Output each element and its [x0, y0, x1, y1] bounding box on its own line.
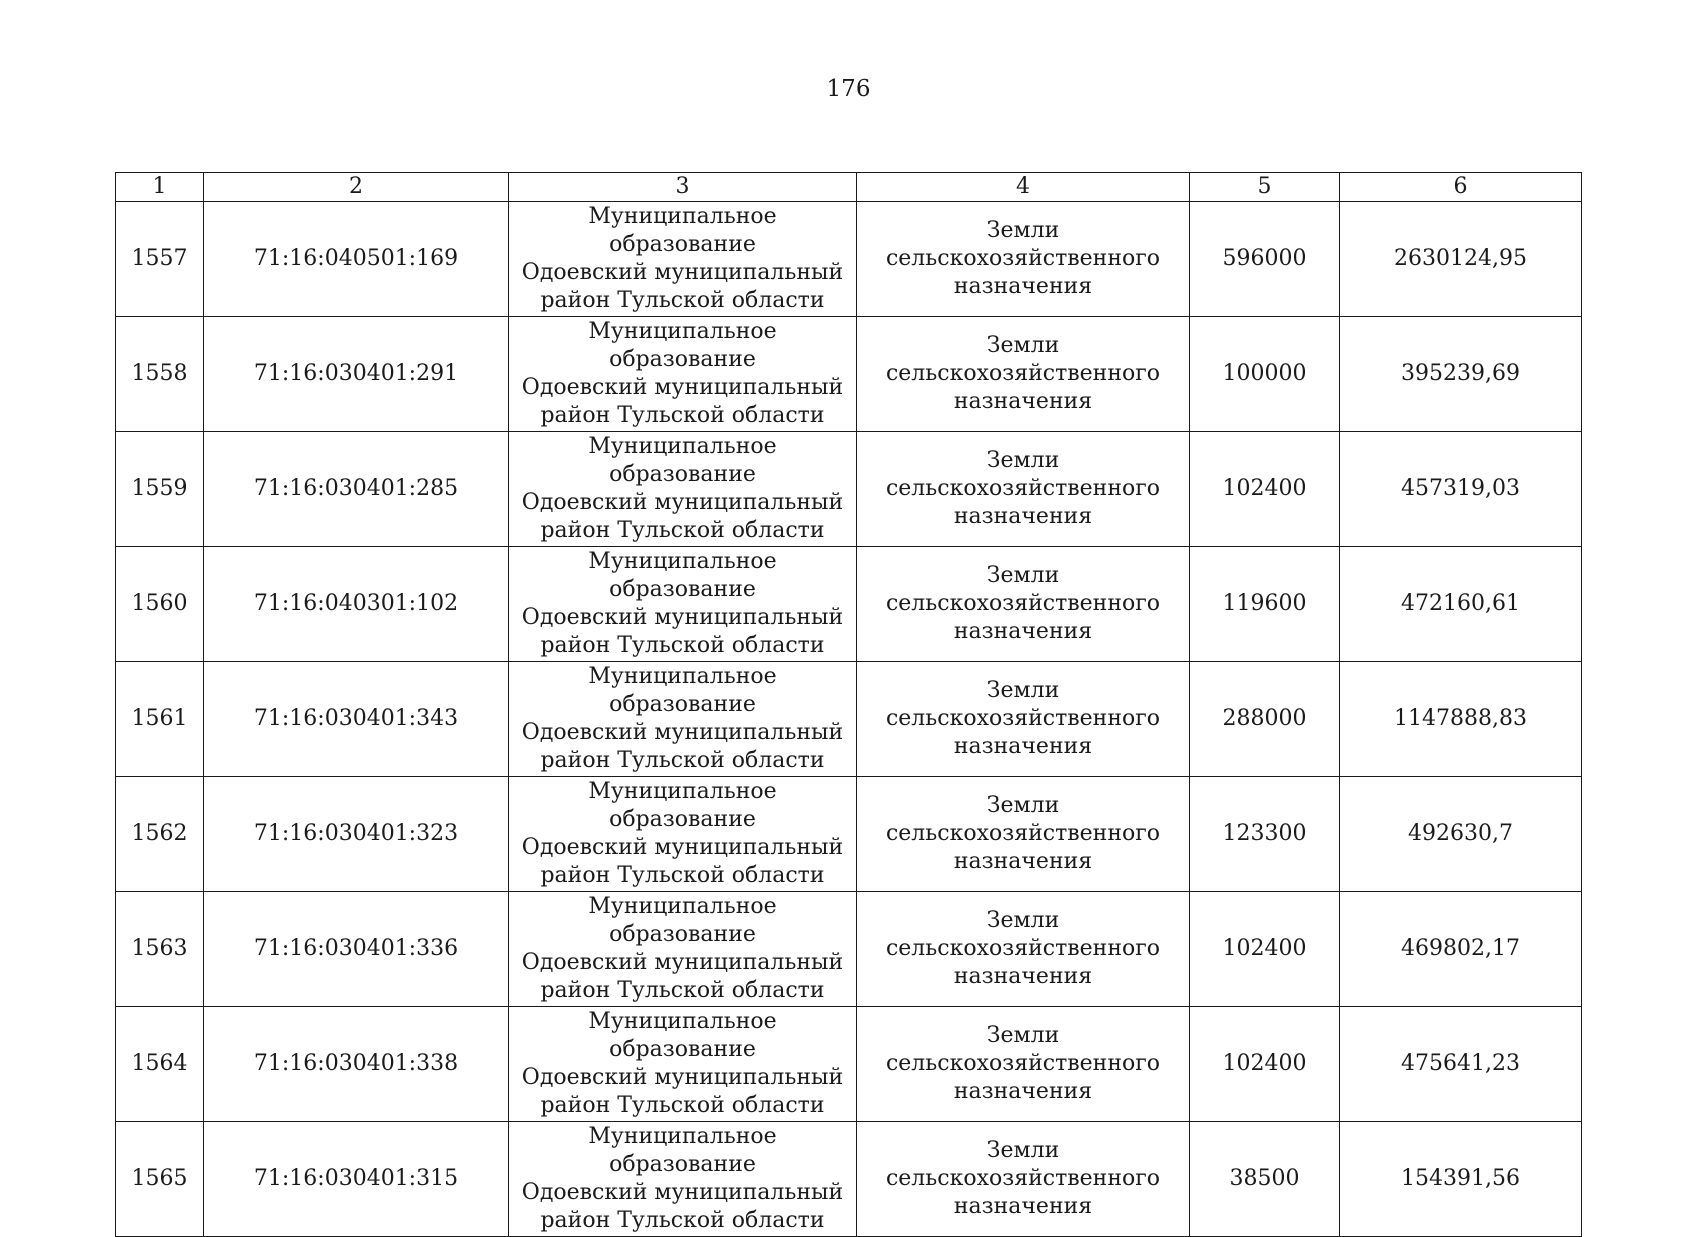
table-header — [116, 173, 1582, 202]
cadastral-value-cell: 469802,17 — [1340, 892, 1582, 1007]
column-header-6: 6 — [1340, 173, 1582, 202]
cadastral-value-cell: 472160,61 — [1340, 547, 1582, 662]
category-line: назначения — [953, 1194, 1093, 1219]
table-row — [116, 1007, 1582, 1122]
row-number-cell: 1560 — [116, 547, 204, 662]
cadastral-value-cell: 492630,7 — [1340, 777, 1582, 892]
cadastral-value-cell: 395239,69 — [1340, 317, 1582, 432]
area-cell: 102400 — [1190, 1007, 1340, 1122]
owner-line: район Тульской области — [540, 403, 825, 428]
row-number-cell: 1563 — [116, 892, 204, 1007]
cadastral-number-cell: 71:16:030401:343 — [204, 662, 509, 777]
owner-cell — [509, 202, 857, 317]
owner-cell — [509, 892, 857, 1007]
owner-line: Одоевский муниципальный — [521, 1065, 844, 1090]
owner-cell — [509, 317, 857, 432]
row-number-cell: 1561 — [116, 662, 204, 777]
cadastral-value-cell: 2630124,95 — [1340, 202, 1582, 317]
category-line: сельскохозяйственного — [885, 706, 1161, 731]
category-line: сельскохозяйственного — [885, 821, 1161, 846]
table-row — [116, 317, 1582, 432]
row-number-cell: 1562 — [116, 777, 204, 892]
owner-line: район Тульской области — [540, 978, 825, 1003]
owner-cell — [509, 1007, 857, 1122]
table-row — [116, 1122, 1582, 1237]
cadastral-number-cell: 71:16:030401:323 — [204, 777, 509, 892]
area-cell: 596000 — [1190, 202, 1340, 317]
table-row — [116, 432, 1582, 547]
cadastral-value-cell: 457319,03 — [1340, 432, 1582, 547]
table-row — [116, 892, 1582, 1007]
row-number-cell: 1557 — [116, 202, 204, 317]
land-category-cell — [857, 317, 1190, 432]
cadastral-number-cell: 71:16:040301:102 — [204, 547, 509, 662]
owner-line: Одоевский муниципальный — [521, 835, 844, 860]
cadastral-value-cell: 154391,56 — [1340, 1122, 1582, 1237]
land-category-cell — [857, 777, 1190, 892]
category-line: Земли — [986, 793, 1060, 818]
category-line: назначения — [953, 389, 1093, 414]
row-number-cell: 1559 — [116, 432, 204, 547]
header-row — [116, 173, 1582, 202]
column-header-1: 1 — [116, 173, 204, 202]
owner-line: Одоевский муниципальный — [521, 260, 844, 285]
cadastral-value-cell: 1147888,83 — [1340, 662, 1582, 777]
land-category-cell — [857, 662, 1190, 777]
owner-line: Муниципальное образование — [588, 1009, 777, 1062]
category-line: назначения — [953, 734, 1093, 759]
table-row — [116, 662, 1582, 777]
category-line: назначения — [953, 1079, 1093, 1104]
land-category-cell — [857, 202, 1190, 317]
table-body — [116, 202, 1582, 1237]
category-line: сельскохозяйственного — [885, 361, 1161, 386]
cadastral-number-cell: 71:16:030401:338 — [204, 1007, 509, 1122]
category-line: сельскохозяйственного — [885, 1166, 1161, 1191]
area-cell: 38500 — [1190, 1122, 1340, 1237]
owner-line: район Тульской области — [540, 1208, 825, 1233]
owner-line: Одоевский муниципальный — [521, 605, 844, 630]
owner-cell — [509, 547, 857, 662]
owner-line: Одоевский муниципальный — [521, 1180, 844, 1205]
land-category-cell — [857, 547, 1190, 662]
owner-line: Муниципальное образование — [588, 319, 777, 372]
cadastral-value-cell: 475641,23 — [1340, 1007, 1582, 1122]
land-category-cell — [857, 892, 1190, 1007]
area-cell: 123300 — [1190, 777, 1340, 892]
row-number-cell: 1564 — [116, 1007, 204, 1122]
column-header-4: 4 — [857, 173, 1190, 202]
area-cell: 102400 — [1190, 432, 1340, 547]
land-category-cell — [857, 1122, 1190, 1237]
column-header-5: 5 — [1190, 173, 1340, 202]
category-line: Земли — [986, 333, 1060, 358]
owner-line: район Тульской области — [540, 288, 825, 313]
row-number-cell: 1558 — [116, 317, 204, 432]
owner-cell — [509, 432, 857, 547]
column-header-2: 2 — [204, 173, 509, 202]
owner-line: Одоевский муниципальный — [521, 720, 844, 745]
owner-line: Муниципальное образование — [588, 204, 777, 257]
owner-cell — [509, 662, 857, 777]
cadastral-number-cell: 71:16:030401:315 — [204, 1122, 509, 1237]
category-line: сельскохозяйственного — [885, 591, 1161, 616]
cadastral-number-cell: 71:16:030401:336 — [204, 892, 509, 1007]
land-registry-table — [115, 172, 1582, 1237]
owner-line: район Тульской области — [540, 1093, 825, 1118]
category-line: назначения — [953, 274, 1093, 299]
category-line: сельскохозяйственного — [885, 936, 1161, 961]
owner-cell — [509, 1122, 857, 1237]
owner-line: Муниципальное образование — [588, 894, 777, 947]
land-category-cell — [857, 432, 1190, 547]
category-line: Земли — [986, 448, 1060, 473]
owner-line: Муниципальное образование — [588, 779, 777, 832]
table-row — [116, 202, 1582, 317]
category-line: Земли — [986, 1023, 1060, 1048]
category-line: Земли — [986, 1138, 1060, 1163]
cadastral-number-cell: 71:16:030401:285 — [204, 432, 509, 547]
owner-line: Муниципальное образование — [588, 549, 777, 602]
category-line: сельскохозяйственного — [885, 1051, 1161, 1076]
owner-line: Одоевский муниципальный — [521, 490, 844, 515]
owner-line: Одоевский муниципальный — [521, 950, 844, 975]
land-category-cell — [857, 1007, 1190, 1122]
table-row — [116, 547, 1582, 662]
owner-line: Одоевский муниципальный — [521, 375, 844, 400]
area-cell: 100000 — [1190, 317, 1340, 432]
category-line: назначения — [953, 964, 1093, 989]
owner-line: Муниципальное образование — [588, 1124, 777, 1177]
category-line: назначения — [953, 619, 1093, 644]
area-cell: 288000 — [1190, 662, 1340, 777]
column-header-3: 3 — [509, 173, 857, 202]
owner-line: район Тульской области — [540, 633, 825, 658]
row-number-cell: 1565 — [116, 1122, 204, 1237]
category-line: сельскохозяйственного — [885, 246, 1161, 271]
category-line: Земли — [986, 563, 1060, 588]
category-line: Земли — [986, 678, 1060, 703]
cadastral-number-cell: 71:16:040501:169 — [204, 202, 509, 317]
owner-line: район Тульской области — [540, 748, 825, 773]
table-row — [116, 777, 1582, 892]
category-line: назначения — [953, 849, 1093, 874]
cadastral-number-cell: 71:16:030401:291 — [204, 317, 509, 432]
area-cell: 119600 — [1190, 547, 1340, 662]
category-line: Земли — [986, 908, 1060, 933]
owner-line: Муниципальное образование — [588, 664, 777, 717]
page-number: 176 — [826, 76, 871, 102]
owner-cell — [509, 777, 857, 892]
owner-line: район Тульской области — [540, 518, 825, 543]
category-line: назначения — [953, 504, 1093, 529]
category-line: сельскохозяйственного — [885, 476, 1161, 501]
area-cell: 102400 — [1190, 892, 1340, 1007]
owner-line: Муниципальное образование — [588, 434, 777, 487]
owner-line: район Тульской области — [540, 863, 825, 888]
category-line: Земли — [986, 218, 1060, 243]
